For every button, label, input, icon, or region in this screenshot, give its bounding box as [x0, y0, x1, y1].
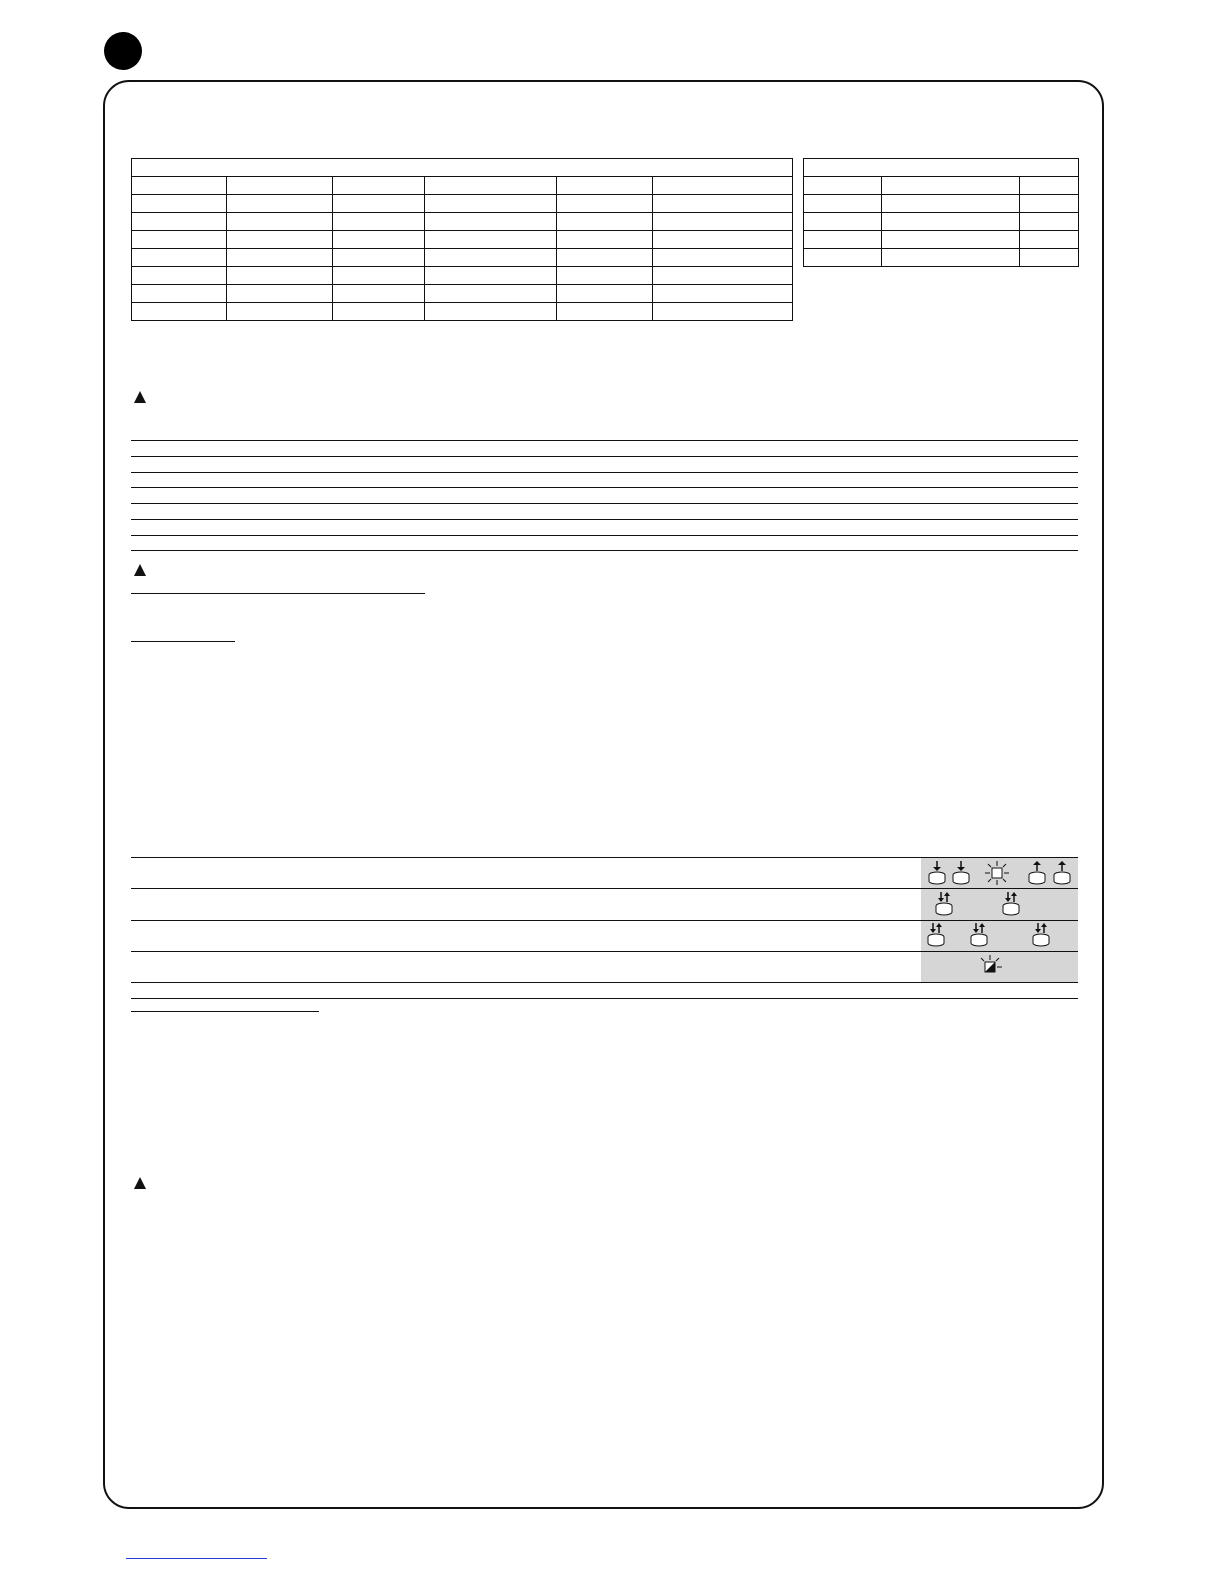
table-row: [804, 249, 1079, 267]
rule-line: [131, 472, 1078, 473]
table-row: [132, 285, 793, 303]
button-press-release-icon: [968, 922, 990, 948]
table-row: [804, 195, 1079, 213]
warning-icon: [134, 1177, 146, 1189]
table-title-row: [804, 159, 1079, 177]
button-press-release-icon: [1000, 891, 1022, 917]
footer-link-underline[interactable]: [126, 1558, 267, 1559]
button-press-release-icon: [925, 922, 947, 948]
table-row: [804, 177, 1079, 195]
language-badge: [104, 32, 142, 70]
command-row-line: [131, 888, 1078, 889]
rule-line: [131, 535, 1078, 536]
button-press-icon: [926, 860, 948, 886]
section-underline: [131, 1011, 319, 1012]
table-row: [132, 213, 793, 231]
table-row: [132, 195, 793, 213]
table-row: [804, 213, 1079, 231]
table-title-row: [132, 159, 793, 177]
rule-line: [131, 998, 1078, 999]
rule-line: [131, 440, 1078, 441]
table-row: [804, 231, 1079, 249]
button-press-icon: [950, 860, 972, 886]
flashing-light-icon: [977, 954, 1003, 980]
table-row: [132, 231, 793, 249]
table-row: [132, 303, 793, 321]
button-press-release-icon: [1030, 922, 1052, 948]
button-press-release-icon: [933, 891, 955, 917]
table-row: [132, 177, 793, 195]
table-row: [132, 267, 793, 285]
section-underline: [131, 641, 235, 642]
side-table: [803, 158, 1079, 267]
rule-line: [131, 519, 1078, 520]
flashing-light-icon: [984, 860, 1010, 886]
command-row-line: [131, 857, 1078, 858]
section-underline: [131, 593, 425, 594]
button-release-icon: [1026, 860, 1048, 886]
command-row-line: [131, 920, 1078, 921]
command-row-line: [131, 951, 1078, 952]
parameter-table: [131, 158, 793, 321]
warning-icon: [134, 391, 146, 403]
rule-line: [131, 487, 1078, 488]
rule-line: [131, 550, 1078, 551]
rule-line: [131, 456, 1078, 457]
button-release-icon: [1051, 860, 1073, 886]
table-row: [132, 249, 793, 267]
warning-icon: [134, 564, 146, 576]
command-row-line: [131, 982, 1078, 983]
rule-line: [131, 503, 1078, 504]
